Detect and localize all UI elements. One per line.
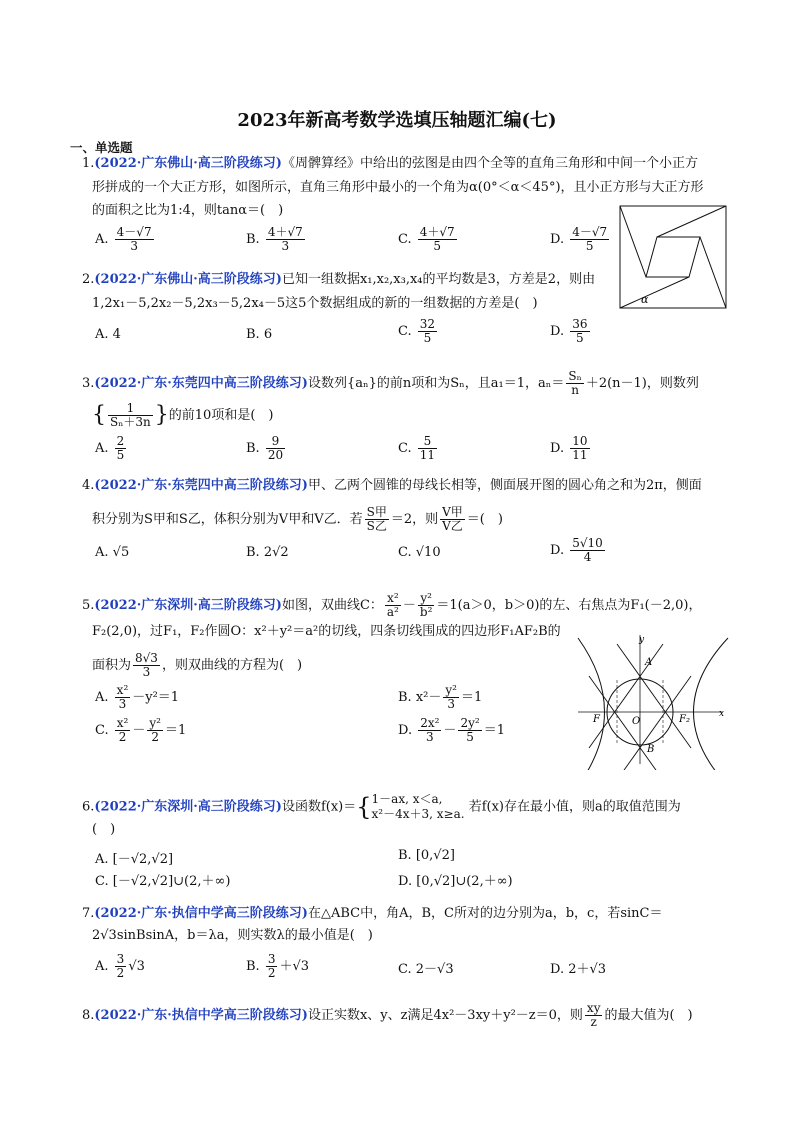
question-source: (2022·广东·东莞四中高三阶段练习) <box>94 376 308 391</box>
question-source: (2022·广东·执信中学高三阶段练习) <box>94 906 308 921</box>
option-d[interactable]: D. $\frac{10}{11}$ <box>550 434 588 462</box>
section-heading: 一、单选题 <box>70 140 133 155</box>
question-number: 5. <box>82 598 95 613</box>
x-axis-label: x <box>719 709 725 719</box>
question-number: 4. <box>82 478 95 493</box>
option-d[interactable]: D. $\frac{5√10}{4}$ <box>550 536 603 564</box>
question-text: 设函数f(x)＝ <box>281 799 357 815</box>
question-source: (2022·广东·执信中学高三阶段练习) <box>94 1008 308 1023</box>
question-number: 2. <box>82 272 95 287</box>
question-number: 6. <box>82 799 95 815</box>
page-title: 2023年新高考数学选填压轴题汇编(七) <box>237 110 557 131</box>
question-text: 的前10项和是( ) <box>168 408 274 423</box>
option-b[interactable]: B. x²－ $\frac{\text{y²}}{3}$ ＝1 <box>398 683 483 711</box>
option-c[interactable]: C. [－√2,√2]∪(2,＋∞) <box>95 874 231 889</box>
point-b-label: B <box>647 744 655 755</box>
question-text: ＝1(a＞0，b＞0)的左、右焦点为F₁(－2,0)， <box>436 598 702 613</box>
option-d[interactable]: D. $\frac{36}{5}$ <box>550 317 588 345</box>
question-text: 1,2x₁－5,2x₂－5,2x₃－5,2x₄－5这5个数据组成的新的一组数据的方差是( ) <box>92 296 538 311</box>
option-c[interactable]: C. $\frac{5}{11}$ <box>398 434 436 462</box>
option-b[interactable]: B. $\frac{9}{20}$ <box>246 434 284 462</box>
question-text: 面积为 <box>92 658 132 673</box>
option-a[interactable]: A. √5 <box>95 545 130 560</box>
option-b[interactable]: B. $\frac{4+√7}{3}$ <box>246 225 303 253</box>
question-number: 8. <box>82 1008 95 1023</box>
question-source: (2022·广东深圳·高三阶段练习) <box>94 598 282 613</box>
f1-label: F <box>593 714 600 725</box>
origin-label: O <box>632 716 641 727</box>
option-a[interactable]: A. [－√2,√2] <box>95 852 174 867</box>
option-c[interactable]: C. $\frac{4+√7}{5}$ <box>398 225 455 253</box>
question-text: 的最大值为( ) <box>604 1008 693 1023</box>
question-text: 形拼成的一个大正方形，如图所示，直角三角形中最小的一个角为α(0°＜α＜45°)，且小正方形与大正方形 <box>92 180 704 195</box>
question-text: F₂(2,0)，过F₁，F₂作圆O：x²＋y²＝a²的切线，四条切线围成的四边形F₁AF₂B的 <box>92 624 561 639</box>
option-d[interactable]: D. $\frac{\text{2x²}}{3}$ － $\frac{\text{2y²}}{5}$ ＝1 <box>398 716 505 744</box>
question-number: 3. <box>82 376 95 391</box>
question-text: 的面积之比为1:4，则tanα＝( ) <box>92 203 284 218</box>
question-text: 积分别为S甲和S乙，体积分别为V甲和V乙．若 <box>92 512 363 527</box>
point-a-label: A <box>645 657 653 668</box>
piecewise-line-2: x²－4x＋3, x≥a. <box>371 807 465 821</box>
f2-label: F₂ <box>679 714 690 725</box>
question-source: (2022·广东·东莞四中高三阶段练习) <box>94 478 308 493</box>
option-a[interactable]: A. $\frac{\text{x²}}{3}$ －y²＝1 <box>95 683 180 711</box>
option-b[interactable]: B. $\frac{3}{2}$ ＋√3 <box>246 952 310 980</box>
option-c[interactable]: C. √10 <box>398 545 441 560</box>
question-text: ＝2，则 <box>390 512 439 527</box>
hyperbola-figure <box>573 630 733 770</box>
option-d[interactable]: D. $\frac{4-√7}{5}$ <box>550 225 608 253</box>
question-text: 甲、乙两个圆锥的母线长相等，侧面展开图的圆心角之和为2π，侧面 <box>307 478 702 493</box>
option-a[interactable]: A. $\frac{3}{2}$ √3 <box>95 952 145 980</box>
option-b[interactable]: B. 6 <box>246 327 273 342</box>
piecewise-line-1: 1－ax, x＜a, <box>371 792 443 806</box>
option-b[interactable]: B. [0,√2] <box>398 848 455 863</box>
question-text: 若f(x)存在最小值，则a的取值范围为 <box>468 799 681 815</box>
question-text: 设正实数x、y、z满足4x²－3xy＋y²－z＝0，则 <box>307 1008 583 1023</box>
option-b[interactable]: B. 2√2 <box>246 545 289 560</box>
question-source: (2022·广东佛山·高三阶段练习) <box>94 156 282 171</box>
question-number: 1. <box>82 156 95 171</box>
question-text: ( ) <box>92 822 116 837</box>
question-text: ＋2(n－1)，则数列 <box>585 376 699 391</box>
question-text: 2√3sinBsinA，b＝λa，则实数λ的最小值是( ) <box>92 928 373 943</box>
option-c[interactable]: C. 2－√3 <box>398 962 454 977</box>
question-source: (2022·广东深圳·高三阶段练习) <box>94 799 282 815</box>
question-text: ＝( ) <box>466 512 503 527</box>
option-d[interactable]: D. 2＋√3 <box>550 962 607 977</box>
question-source: (2022·广东佛山·高三阶段练习) <box>94 272 282 287</box>
question-text: ，则双曲线的方程为( ) <box>161 658 303 673</box>
question-text: 设数列{aₙ}的前n项和为Sₙ，且a₁＝1，aₙ＝ <box>307 376 565 391</box>
option-a[interactable]: A. 4 <box>95 327 121 342</box>
option-a[interactable]: A. $\frac{4-√7}{3}$ <box>95 225 152 253</box>
alpha-label: α <box>641 293 649 306</box>
question-text: 已知一组数据x₁,x₂,x₃,x₄的平均数是3，方差是2，则由 <box>281 272 596 287</box>
question-number: 7. <box>82 906 95 921</box>
option-a[interactable]: A. $\frac{2}{5}$ <box>95 434 125 462</box>
question-text: 《周髀算经》中给出的弦图是由四个全等的直角三角形和中间一个小正方 <box>281 156 698 171</box>
option-c[interactable]: C. $\frac{\text{x²}}{2}$ － $\frac{\text{y²}}{2}$ ＝1 <box>95 716 187 744</box>
question-text: 如图，双曲线C： <box>281 598 383 613</box>
y-axis-label: y <box>639 635 645 645</box>
option-c[interactable]: C. $\frac{32}{5}$ <box>398 317 436 345</box>
pythagorean-square-figure <box>619 205 727 309</box>
option-d[interactable]: D. [0,√2]∪(2,＋∞) <box>398 874 513 889</box>
question-text: 在△ABC中，角A，B，C所对的边分别为a，b，c，若sinC＝ <box>307 906 663 921</box>
